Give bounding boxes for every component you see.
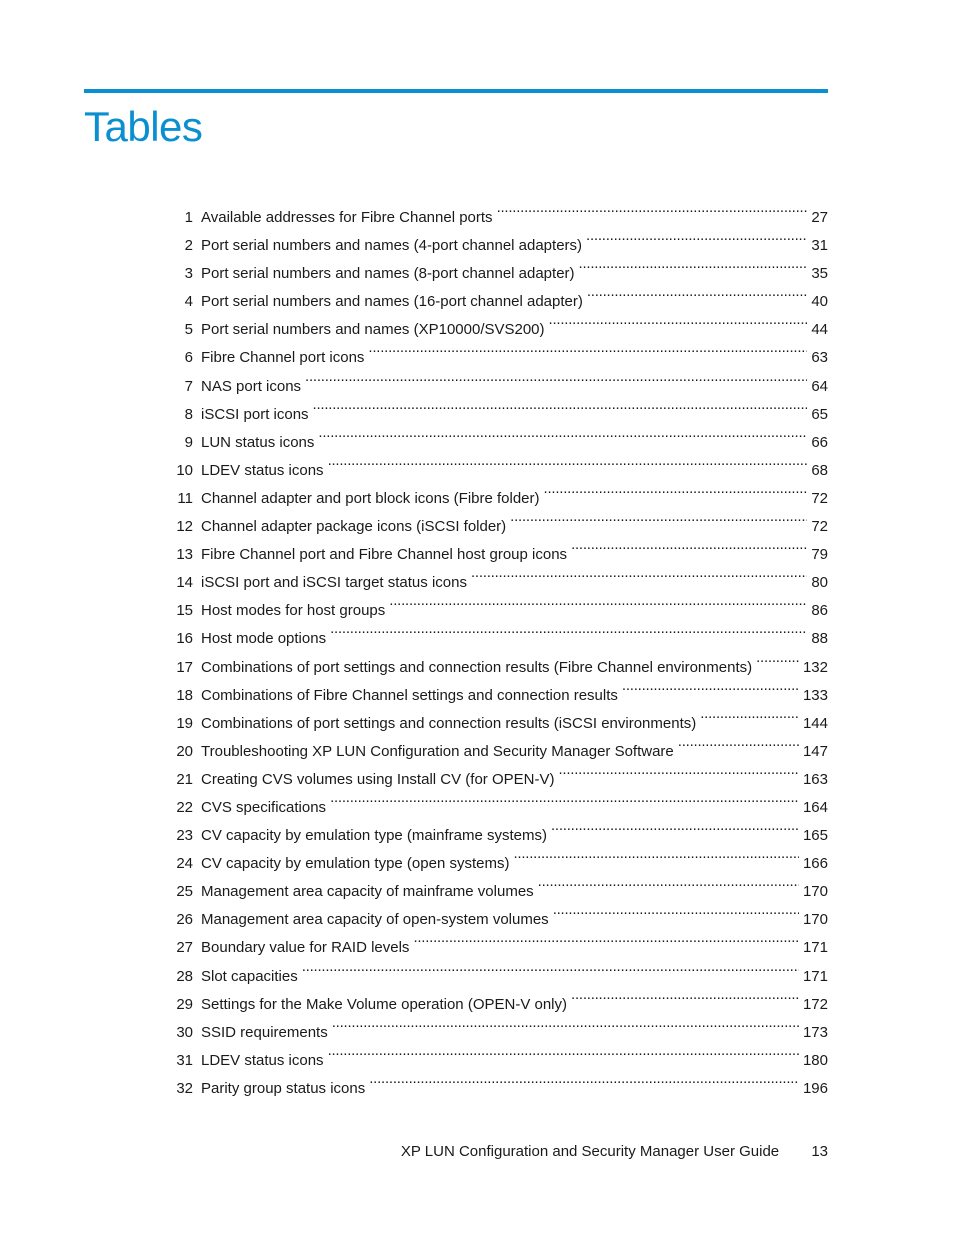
table-entry-page[interactable]: 170 — [802, 911, 828, 929]
dot-leader — [587, 278, 807, 306]
dot-leader — [571, 981, 799, 1009]
dot-leader — [389, 587, 807, 615]
table-entry-number: 5 — [184, 321, 193, 339]
table-entry-page[interactable]: 31 — [811, 237, 828, 255]
table-entry-number: 13 — [176, 546, 193, 564]
table-entry-page[interactable]: 66 — [811, 433, 828, 451]
dot-leader — [328, 447, 808, 475]
table-entry-number: 17 — [176, 658, 193, 676]
table-entry-number: 32 — [176, 1079, 193, 1097]
table-entry-title[interactable]: Management area capacity of open-system volumes — [201, 911, 549, 929]
dot-leader — [332, 1009, 799, 1037]
table-entry-number: 1 — [184, 209, 193, 226]
table-entry-page[interactable]: 144 — [802, 714, 828, 732]
table-entry-number: 31 — [176, 1051, 193, 1069]
table-entry-title[interactable]: Channel adapter and port block icons (Fibre folder) — [201, 489, 540, 507]
table-entry-page[interactable]: 164 — [802, 798, 828, 816]
table-entry-title[interactable]: Host mode options — [201, 630, 327, 648]
table-entry-title[interactable]: Fibre Channel port and Fibre Channel host group icons — [201, 546, 568, 564]
table-entry-page[interactable]: 27 — [811, 209, 828, 226]
dot-leader — [330, 615, 807, 643]
table-entry-title[interactable]: Combinations of port settings and connection results (Fibre Channel environments) — [201, 658, 753, 676]
dot-leader — [579, 250, 808, 278]
table-entry-title[interactable]: LDEV status icons — [201, 461, 324, 479]
table-entry-number: 14 — [176, 574, 193, 592]
table-entry-page[interactable]: 170 — [802, 883, 828, 901]
table-list — [160, 194, 828, 1097]
dot-leader — [513, 840, 799, 868]
table-entry-number: 22 — [176, 798, 193, 816]
table-entry-page[interactable]: 173 — [802, 1023, 828, 1041]
title-rule — [84, 89, 828, 93]
page-title: Tables — [84, 103, 203, 150]
table-entry-number: 8 — [184, 405, 193, 423]
table-entry-number: 30 — [176, 1023, 193, 1041]
table-entry-number: 3 — [184, 265, 193, 283]
table-entry-title[interactable]: CV capacity by emulation type (mainframe systems) — [201, 827, 547, 845]
dot-leader — [328, 1037, 799, 1065]
table-entry-title[interactable]: Parity group status icons — [201, 1079, 366, 1097]
table-entry-title[interactable]: Combinations of Fibre Channel settings and connection results — [201, 686, 618, 704]
table-entry-number: 24 — [176, 855, 193, 873]
table-entry-number: 25 — [176, 883, 193, 901]
dot-leader — [510, 503, 807, 531]
table-entry-title[interactable]: Port serial numbers and names (8-port channel adapter) — [201, 265, 575, 283]
table-entry-page[interactable]: 68 — [811, 461, 828, 479]
table-entry-number: 19 — [176, 714, 193, 732]
dot-leader — [497, 194, 808, 222]
dot-leader — [302, 953, 799, 981]
table-entry-title[interactable]: Available addresses for Fibre Channel ports — [201, 209, 493, 226]
table-entry-page[interactable]: 86 — [811, 602, 828, 620]
table-entry-page[interactable]: 35 — [811, 265, 828, 283]
table-entry-number: 27 — [176, 939, 193, 957]
table-entry-number: 2 — [184, 237, 193, 255]
table-entry-title[interactable]: Fibre Channel port icons — [201, 349, 365, 367]
table-entry-page[interactable]: 63 — [811, 349, 828, 367]
table-entry-page[interactable]: 79 — [811, 546, 828, 564]
table-entry-page[interactable]: 65 — [811, 405, 828, 423]
dot-leader — [369, 1065, 799, 1093]
table-entry-number: 29 — [176, 995, 193, 1013]
table-entry-title[interactable]: Troubleshooting XP LUN Configuration and Security Manager Software — [201, 742, 674, 760]
dot-leader — [318, 419, 807, 447]
table-entry-number: 20 — [176, 742, 193, 760]
table-entry-page[interactable]: 166 — [802, 855, 828, 873]
table-entry-title[interactable]: NAS port icons — [201, 377, 302, 395]
table-entry-page[interactable]: 80 — [811, 574, 828, 592]
table-entry-title[interactable]: Creating CVS volumes using Install CV (for OPEN-V) — [201, 770, 555, 788]
table-entry-number: 12 — [176, 518, 193, 536]
table-entry-page[interactable]: 172 — [802, 995, 828, 1013]
table-entry-number: 10 — [176, 461, 193, 479]
dot-leader — [413, 924, 799, 952]
table-entry-title[interactable]: LUN status icons — [201, 433, 315, 451]
table-entry-page[interactable]: 147 — [802, 742, 828, 760]
dot-leader — [368, 334, 807, 362]
table-entry-title[interactable]: Slot capacities — [201, 967, 298, 985]
table-entry-page[interactable]: 180 — [802, 1051, 828, 1069]
table-entry-page[interactable]: 44 — [811, 321, 828, 339]
table-entry-number: 21 — [176, 770, 193, 788]
dot-leader — [471, 559, 807, 587]
dot-leader — [549, 306, 808, 334]
table-entry-number: 6 — [184, 349, 193, 367]
table-entry-number: 9 — [184, 433, 193, 451]
dot-leader — [558, 756, 799, 784]
table-entry-title[interactable]: iSCSI port and iSCSI target status icons — [201, 574, 467, 592]
dot-leader — [305, 363, 807, 391]
table-entry-title[interactable]: Port serial numbers and names (4-port channel adapters) — [201, 237, 583, 255]
table-entry-page[interactable]: 133 — [802, 686, 828, 704]
dot-leader — [700, 700, 799, 728]
table-entry-page[interactable]: 64 — [811, 377, 828, 395]
table-entry-title[interactable]: Channel adapter package icons (iSCSI folder) — [201, 518, 507, 536]
table-entry[interactable] — [160, 194, 828, 226]
table-entry-title[interactable]: Settings for the Make Volume operation (OPEN-V only) — [201, 995, 568, 1013]
dot-leader — [678, 728, 799, 756]
dot-leader — [586, 222, 807, 250]
table-entry-title[interactable]: SSID requirements — [201, 1023, 328, 1041]
table-entry-number: 11 — [177, 489, 193, 507]
table-entry-title[interactable]: Port serial numbers and names (16-port channel adapter) — [201, 293, 583, 311]
table-entry-page[interactable]: 165 — [802, 827, 828, 845]
table-entry-page[interactable]: 163 — [802, 770, 828, 788]
table-entry-number: 28 — [176, 967, 193, 985]
dot-leader — [622, 672, 799, 700]
dot-leader — [553, 896, 799, 924]
table-entry-title[interactable]: CVS specifications — [201, 798, 327, 816]
dot-leader — [756, 644, 799, 672]
table-entry-title[interactable]: Combinations of port settings and connection results (iSCSI environments) — [201, 714, 697, 732]
table-entry-number: 4 — [184, 293, 193, 311]
table-entry-page[interactable]: 72 — [811, 518, 828, 536]
table-entry-page[interactable]: 132 — [802, 658, 828, 676]
table-entry-page[interactable]: 171 — [802, 939, 828, 957]
table-entry-page[interactable]: 88 — [811, 630, 828, 648]
table-entry-title[interactable]: Host modes for host groups — [201, 602, 386, 620]
table-entry-title[interactable]: Boundary value for RAID levels — [201, 939, 410, 957]
table-entry-number: 26 — [176, 911, 193, 929]
table-entry-title[interactable]: LDEV status icons — [201, 1051, 324, 1069]
dot-leader — [538, 868, 799, 896]
dot-leader — [313, 391, 808, 419]
dot-leader — [544, 475, 808, 503]
footer-page-number: 13 — [811, 1143, 828, 1160]
dot-leader — [571, 531, 807, 559]
page-footer — [401, 1143, 828, 1160]
table-entry-title[interactable]: iSCSI port icons — [201, 405, 309, 423]
table-entry-page[interactable]: 171 — [802, 967, 828, 985]
table-entry-page[interactable]: 72 — [811, 489, 828, 507]
table-entry-page[interactable]: 40 — [811, 293, 828, 311]
table-entry-number: 7 — [184, 377, 193, 395]
table-entry-number: 16 — [176, 630, 193, 648]
table-entry-title[interactable]: Management area capacity of mainframe volumes — [201, 883, 534, 901]
table-entry-number: 23 — [176, 827, 193, 845]
dot-leader — [330, 784, 799, 812]
table-entry-page[interactable]: 196 — [802, 1079, 828, 1097]
table-entry-title[interactable]: CV capacity by emulation type (open systems) — [201, 855, 510, 873]
table-entry-title[interactable]: Port serial numbers and names (XP10000/SVS200) — [201, 321, 545, 339]
footer-guide-title: XP LUN Configuration and Security Manager User Guide — [400, 1143, 780, 1160]
dot-leader — [551, 812, 799, 840]
table-entry-number: 15 — [176, 602, 193, 620]
table-entry-number: 18 — [176, 686, 193, 704]
